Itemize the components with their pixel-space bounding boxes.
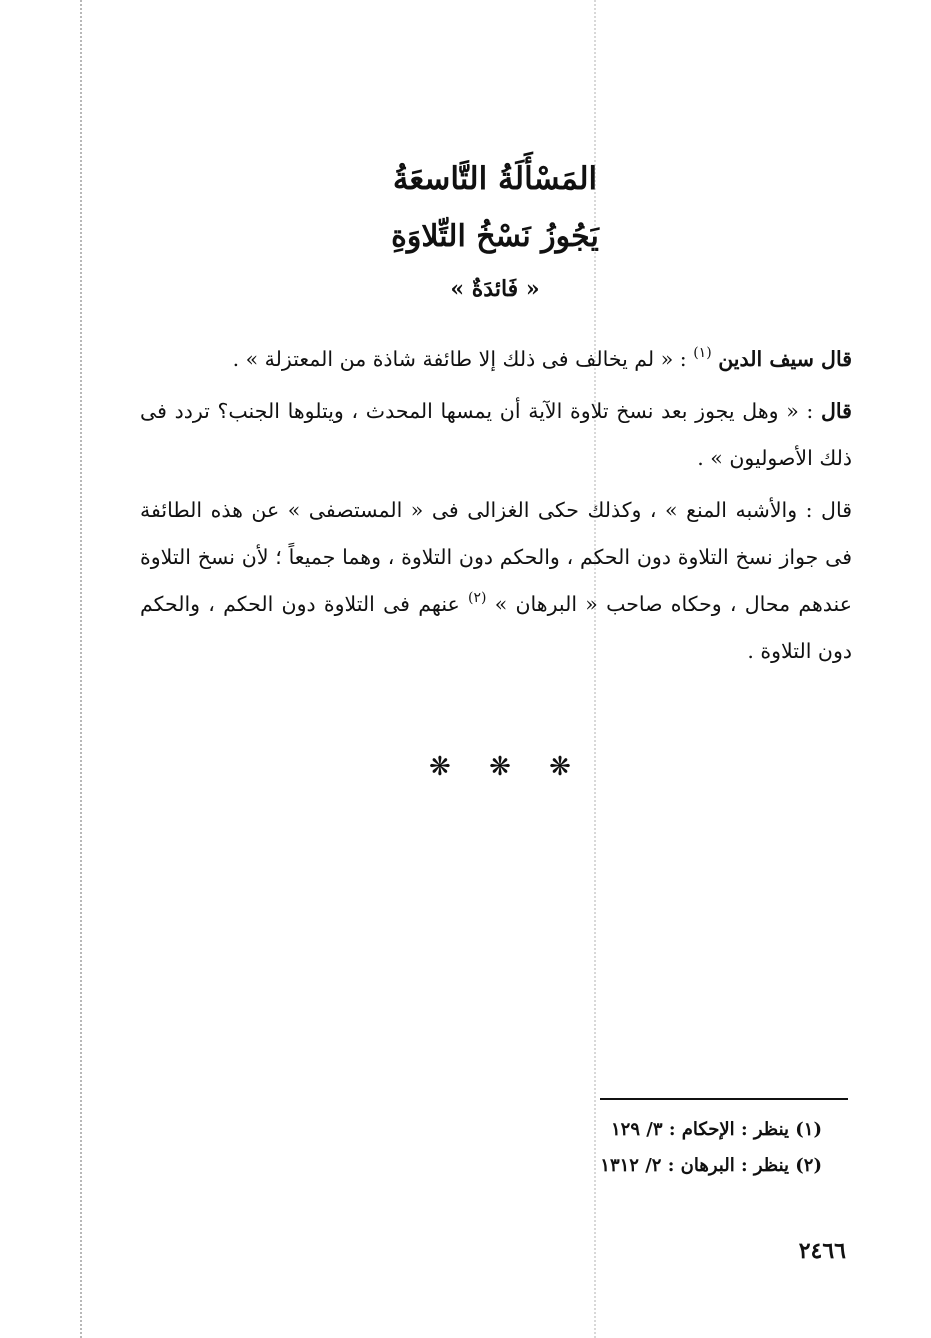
- footnote-2: (٢) ينظر : البرهان : ٢/ ١٣١٢: [600, 1155, 822, 1176]
- paragraph-2: [140, 388, 852, 482]
- page-number: ٢٤٦٦: [798, 1238, 846, 1264]
- footnote-divider: [600, 1098, 848, 1100]
- speaker-name: قال: [821, 399, 852, 423]
- scan-dotted-line-left: [80, 0, 82, 1338]
- quote-text: : « لم يخالف فى ذلك إلا طائفة شاذة من المعتزلة » .: [232, 347, 687, 371]
- speaker-name: قال سيف الدين: [718, 347, 852, 371]
- paragraph-1: [140, 336, 852, 383]
- paragraph-text: عنهم فى التلاوة دون الحكم ، والحكم دون التلاوة .: [140, 592, 852, 663]
- heading-block: [140, 150, 850, 312]
- quote-text: : « وهل يجوز بعد نسخ تلاوة الآية أن يمسها المحدث ، ويتلوها الجنب؟ تردد فى ذلك الأصوليون » .: [140, 399, 852, 470]
- paragraph-text: قال : والأشبه المنع » ، وكذلك حكى الغزالى فى « المستصفى » عن هذه الطائفة فى جواز نسخ التلاوة دون الحكم ، والحكم دون التلاوة ، وهما جميعاً ؛ لأن نسخ التلاوة عندهم محال ، وحكاه صاحب « البرهان »: [140, 498, 852, 616]
- section-label: « فَائدَةٌ »: [450, 276, 540, 302]
- footnotes: [470, 1112, 822, 1184]
- body-text: [140, 336, 852, 680]
- section-title: المَسْأَلَةُ التَّاسعَةُ: [392, 161, 598, 197]
- paragraph-3: [140, 487, 852, 675]
- footnote-ref-1: (١): [693, 345, 712, 361]
- section-separator: ❋ ❋ ❋: [429, 752, 571, 782]
- footnote-1: (١) ينظر : الإحكام : ٣/ ١٢٩: [611, 1119, 822, 1140]
- section-subtitle: يَجُوزُ نَسْخُ التِّلاوَةِ: [391, 219, 599, 254]
- footnote-ref-2: (٢): [467, 590, 487, 606]
